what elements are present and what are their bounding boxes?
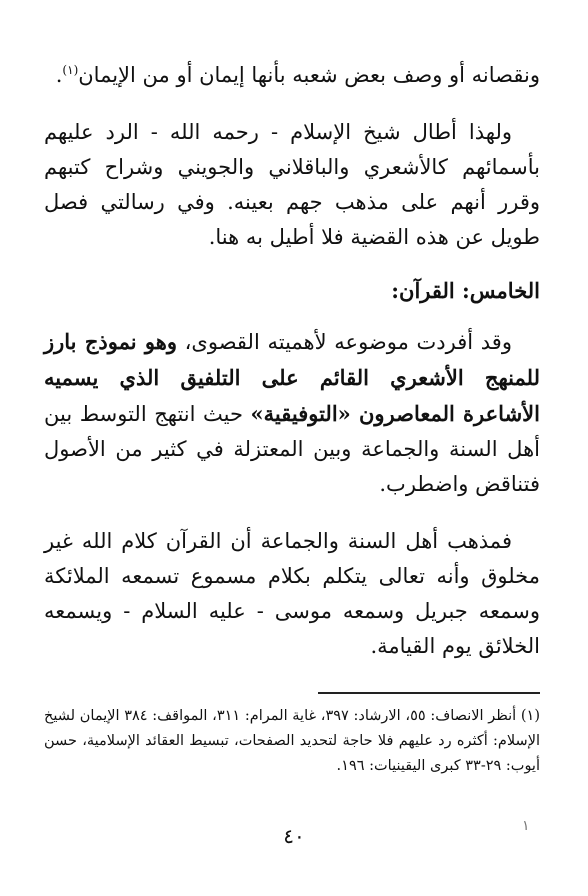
paragraph-3-bold-part: وهو نموذج بارز للمنهج الأشعري القائم على التلفيق الذي يسميه الأشاعرة المعاصرون «التوفيقية» xyxy=(44,329,540,426)
footnote-1: (١) أنظر الانصاف: ٥٥، الارشاد: ٣٩٧، غاية المرام: ٣١١، المواقف: ٣٨٤ الإيمان لشيخ الإسلام: أكثره رد عليهم فلا حاجة لتحديد الصفحات، تبسيط العقائد الإسلامية، حسن أيوب: ٢٩-٣٣ كبرى اليقينيات: ١٩٦. xyxy=(44,708,541,774)
paragraph-1-end: . xyxy=(55,63,63,87)
page-number: ٤٠ xyxy=(283,824,305,848)
section-heading: الخامس: القرآن: xyxy=(391,278,540,303)
footnote-divider xyxy=(318,692,540,694)
paragraph-3-part-3: حيث انتهج التوسط بين أهل السنة والجماعة وبين المعتزلة في كثير من الأصول فتناقض واضطرب. xyxy=(44,402,540,496)
paragraph-1-text: ونقصانه أو وصف بعض شعبه بأنها إيمان أو من الإيمان xyxy=(78,63,540,87)
paragraph-1 xyxy=(44,58,540,93)
paragraph-3-part-1: وقد أفردت موضوعه لأهميته القصوى، xyxy=(184,330,512,354)
footnotes xyxy=(44,704,540,779)
paragraph-4: فمذهب أهل السنة والجماعة أن القرآن كلام الله غير مخلوق وأنه تعالى يتكلم بكلام مسموع تسمعه الملائكة وسمعه جبريل وسمعه موسى - عليه السلام - ويسمعه الخلائق يوم القيامة. xyxy=(44,529,540,658)
paragraph-3 xyxy=(44,324,540,502)
page-body xyxy=(44,58,540,664)
footnote-reference[interactable]: (١) xyxy=(62,63,79,77)
paragraph-2: ولهذا أطال شيخ الإسلام - رحمه الله - الرد عليهم بأسمائهم كالأشعري والباقلاني والجويني وشراح كتبهم وقرر أنهم على مذهب جهم بعينه. وفي رسالتي فصل طويل عن هذه القضية فلا أطيل به هنا. xyxy=(44,120,540,249)
margin-mark: ١ xyxy=(522,818,530,834)
